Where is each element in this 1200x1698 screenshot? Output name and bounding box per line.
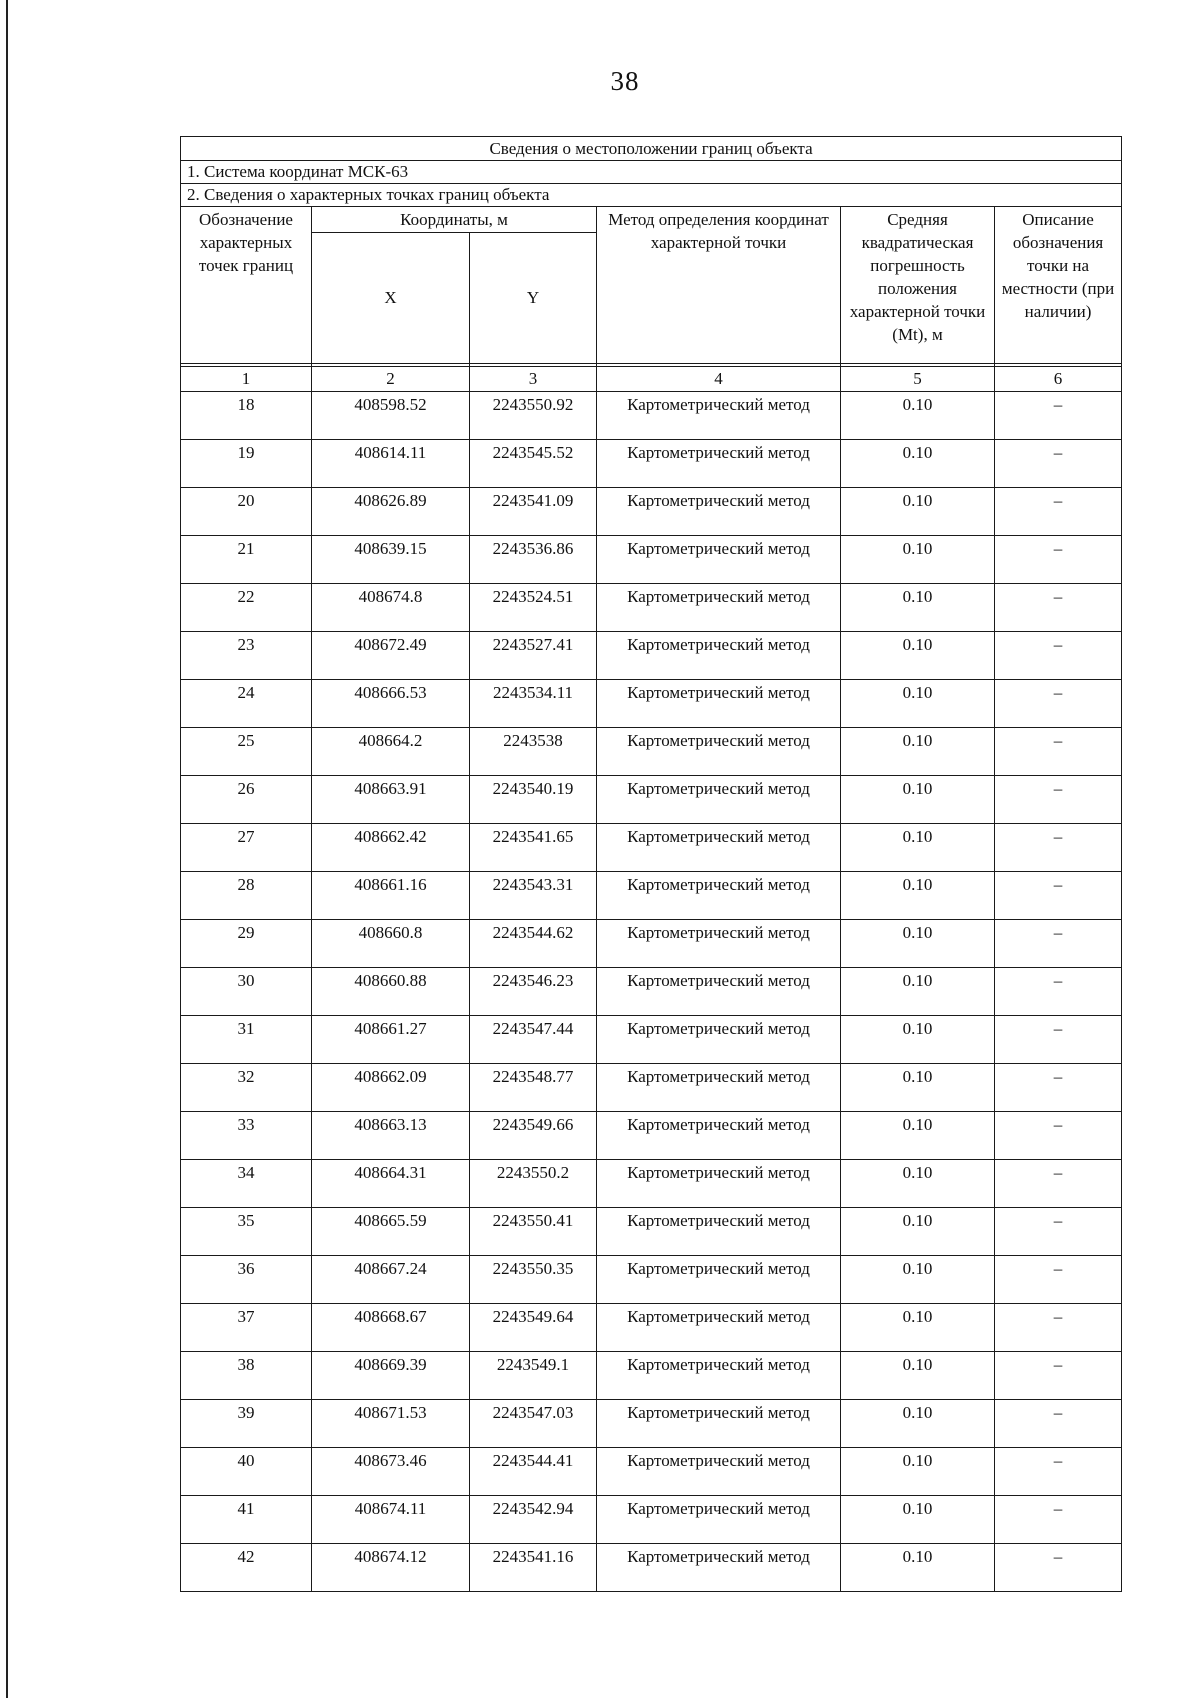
y-coordinate-cell: 2243544.62: [470, 920, 597, 968]
x-coordinate-cell: 408669.39: [312, 1352, 470, 1400]
x-coordinate-cell: 408672.49: [312, 632, 470, 680]
column-number: 2: [312, 367, 470, 392]
accuracy-cell: 0.10: [841, 1304, 995, 1352]
method-cell: Картометрический метод: [597, 632, 841, 680]
description-cell: –: [995, 1064, 1122, 1112]
y-coordinate-cell: 2243536.86: [470, 536, 597, 584]
accuracy-cell: 0.10: [841, 1016, 995, 1064]
table-row: [181, 1016, 1122, 1064]
point-number-cell: 38: [181, 1352, 312, 1400]
description-cell: –: [995, 440, 1122, 488]
y-coordinate-cell: 2243549.64: [470, 1304, 597, 1352]
accuracy-cell: 0.10: [841, 1064, 995, 1112]
table-row: [181, 1544, 1122, 1592]
accuracy-cell: 0.10: [841, 1544, 995, 1592]
method-cell: Картометрический метод: [597, 1064, 841, 1112]
description-cell: –: [995, 1352, 1122, 1400]
x-coordinate-cell: 408666.53: [312, 680, 470, 728]
y-coordinate-cell: 2243524.51: [470, 584, 597, 632]
y-coordinate-cell: 2243547.44: [470, 1016, 597, 1064]
point-number-cell: 25: [181, 728, 312, 776]
y-coordinate-cell: 2243542.94: [470, 1496, 597, 1544]
x-coordinate-cell: 408665.59: [312, 1208, 470, 1256]
point-number-cell: 36: [181, 1256, 312, 1304]
table-row: [181, 1256, 1122, 1304]
description-cell: –: [995, 1448, 1122, 1496]
accuracy-cell: 0.10: [841, 488, 995, 536]
table-row: [181, 1400, 1122, 1448]
column-number: 1: [181, 367, 312, 392]
description-cell: –: [995, 584, 1122, 632]
description-cell: –: [995, 536, 1122, 584]
point-number-cell: 39: [181, 1400, 312, 1448]
accuracy-cell: 0.10: [841, 680, 995, 728]
x-coordinate-cell: 408614.11: [312, 440, 470, 488]
y-coordinate-cell: 2243549.66: [470, 1112, 597, 1160]
point-number-cell: 40: [181, 1448, 312, 1496]
accuracy-cell: 0.10: [841, 392, 995, 440]
method-cell: Картометрический метод: [597, 776, 841, 824]
header-coordinates: Координаты, м: [312, 207, 597, 233]
table-row: [181, 1208, 1122, 1256]
table-row: [181, 1448, 1122, 1496]
table-row: [181, 440, 1122, 488]
description-cell: –: [995, 392, 1122, 440]
method-cell: Картометрический метод: [597, 1160, 841, 1208]
x-coordinate-cell: 408668.67: [312, 1304, 470, 1352]
y-coordinate-cell: 2243534.11: [470, 680, 597, 728]
accuracy-cell: 0.10: [841, 1496, 995, 1544]
header-designation: Обозначение характерных точек границ: [181, 207, 312, 364]
method-cell: Картометрический метод: [597, 680, 841, 728]
method-cell: Картометрический метод: [597, 968, 841, 1016]
y-coordinate-cell: 2243544.41: [470, 1448, 597, 1496]
y-coordinate-cell: 2243541.16: [470, 1544, 597, 1592]
y-coordinate-cell: 2243550.2: [470, 1160, 597, 1208]
y-coordinate-cell: 2243550.92: [470, 392, 597, 440]
method-cell: Картометрический метод: [597, 536, 841, 584]
y-coordinate-cell: 2243549.1: [470, 1352, 597, 1400]
table-row: [181, 632, 1122, 680]
table-row: [181, 1496, 1122, 1544]
table-row: [181, 680, 1122, 728]
y-coordinate-cell: 2243541.09: [470, 488, 597, 536]
point-number-cell: 42: [181, 1544, 312, 1592]
accuracy-cell: 0.10: [841, 1112, 995, 1160]
point-number-cell: 19: [181, 440, 312, 488]
table-row: [181, 584, 1122, 632]
page-left-border: [6, 0, 8, 1698]
column-number: 3: [470, 367, 597, 392]
description-cell: –: [995, 968, 1122, 1016]
header-description: Описание обозначения точки на местности (при наличии): [995, 207, 1122, 364]
table-row: [181, 824, 1122, 872]
x-coordinate-cell: 408662.42: [312, 824, 470, 872]
header-method: Метод определения координат характерной точки: [597, 207, 841, 364]
accuracy-cell: 0.10: [841, 872, 995, 920]
description-cell: –: [995, 1208, 1122, 1256]
method-cell: Картометрический метод: [597, 872, 841, 920]
x-coordinate-cell: 408663.13: [312, 1112, 470, 1160]
method-cell: Картометрический метод: [597, 1544, 841, 1592]
description-cell: –: [995, 872, 1122, 920]
description-cell: –: [995, 920, 1122, 968]
y-coordinate-cell: 2243547.03: [470, 1400, 597, 1448]
table-row: [181, 872, 1122, 920]
method-cell: Картометрический метод: [597, 1304, 841, 1352]
point-number-cell: 34: [181, 1160, 312, 1208]
description-cell: –: [995, 1016, 1122, 1064]
x-coordinate-cell: 408626.89: [312, 488, 470, 536]
y-coordinate-cell: 2243527.41: [470, 632, 597, 680]
point-number-cell: 28: [181, 872, 312, 920]
description-cell: –: [995, 1304, 1122, 1352]
accuracy-cell: 0.10: [841, 776, 995, 824]
point-number-cell: 26: [181, 776, 312, 824]
description-cell: –: [995, 1256, 1122, 1304]
method-cell: Картометрический метод: [597, 728, 841, 776]
description-cell: –: [995, 1400, 1122, 1448]
x-coordinate-cell: 408662.09: [312, 1064, 470, 1112]
y-coordinate-cell: 2243540.19: [470, 776, 597, 824]
column-number: 6: [995, 367, 1122, 392]
point-number-cell: 27: [181, 824, 312, 872]
y-coordinate-cell: 2243545.52: [470, 440, 597, 488]
x-coordinate-cell: 408674.11: [312, 1496, 470, 1544]
description-cell: –: [995, 1112, 1122, 1160]
x-coordinate-cell: 408661.16: [312, 872, 470, 920]
description-cell: –: [995, 632, 1122, 680]
y-coordinate-cell: 2243548.77: [470, 1064, 597, 1112]
accuracy-cell: 0.10: [841, 1256, 995, 1304]
description-cell: –: [995, 1496, 1122, 1544]
method-cell: Картометрический метод: [597, 1400, 841, 1448]
method-cell: Картометрический метод: [597, 488, 841, 536]
description-cell: –: [995, 680, 1122, 728]
point-number-cell: 20: [181, 488, 312, 536]
method-cell: Картометрический метод: [597, 1208, 841, 1256]
accuracy-cell: 0.10: [841, 584, 995, 632]
point-number-cell: 33: [181, 1112, 312, 1160]
accuracy-cell: 0.10: [841, 1400, 995, 1448]
table-row: [181, 920, 1122, 968]
accuracy-cell: 0.10: [841, 1208, 995, 1256]
point-number-cell: 35: [181, 1208, 312, 1256]
accuracy-cell: 0.10: [841, 1160, 995, 1208]
table-row: [181, 728, 1122, 776]
y-coordinate-cell: 2243541.65: [470, 824, 597, 872]
point-number-cell: 37: [181, 1304, 312, 1352]
accuracy-cell: 0.10: [841, 1448, 995, 1496]
point-number-cell: 21: [181, 536, 312, 584]
accuracy-cell: 0.10: [841, 968, 995, 1016]
boundary-points-table: [180, 136, 1122, 1592]
x-coordinate-cell: 408674.12: [312, 1544, 470, 1592]
y-coordinate-cell: 2243550.41: [470, 1208, 597, 1256]
page-number: 38: [610, 66, 640, 96]
method-cell: Картометрический метод: [597, 1256, 841, 1304]
column-numbers-row: [181, 367, 1122, 392]
header-x: X: [312, 233, 470, 364]
method-cell: Картометрический метод: [597, 824, 841, 872]
y-coordinate-cell: 2243538: [470, 728, 597, 776]
x-coordinate-cell: 408674.8: [312, 584, 470, 632]
y-coordinate-cell: 2243543.31: [470, 872, 597, 920]
point-number-cell: 32: [181, 1064, 312, 1112]
description-cell: –: [995, 488, 1122, 536]
x-coordinate-cell: 408664.31: [312, 1160, 470, 1208]
header-accuracy: Средняя квадратическая погрешность положения характерной точки (Mt), м: [841, 207, 995, 364]
point-number-cell: 23: [181, 632, 312, 680]
x-coordinate-cell: 408663.91: [312, 776, 470, 824]
x-coordinate-cell: 408664.2: [312, 728, 470, 776]
table-row: [181, 1352, 1122, 1400]
accuracy-cell: 0.10: [841, 440, 995, 488]
method-cell: Картометрический метод: [597, 1112, 841, 1160]
y-coordinate-cell: 2243550.35: [470, 1256, 597, 1304]
method-cell: Картометрический метод: [597, 1496, 841, 1544]
column-number: 4: [597, 367, 841, 392]
description-cell: –: [995, 1160, 1122, 1208]
table-row: [181, 392, 1122, 440]
column-number: 5: [841, 367, 995, 392]
description-cell: –: [995, 824, 1122, 872]
coordinate-system-line: 1. Система координат МСК-63: [181, 161, 1122, 184]
x-coordinate-cell: 408639.15: [312, 536, 470, 584]
table-title: Сведения о местоположении границ объекта: [181, 137, 1122, 161]
x-coordinate-cell: 408660.88: [312, 968, 470, 1016]
accuracy-cell: 0.10: [841, 824, 995, 872]
table-row: [181, 488, 1122, 536]
point-number-cell: 22: [181, 584, 312, 632]
point-number-cell: 24: [181, 680, 312, 728]
description-cell: –: [995, 1544, 1122, 1592]
method-cell: Картометрический метод: [597, 584, 841, 632]
x-coordinate-cell: 408660.8: [312, 920, 470, 968]
x-coordinate-cell: 408671.53: [312, 1400, 470, 1448]
accuracy-cell: 0.10: [841, 536, 995, 584]
method-cell: Картометрический метод: [597, 440, 841, 488]
method-cell: Картометрический метод: [597, 1448, 841, 1496]
x-coordinate-cell: 408667.24: [312, 1256, 470, 1304]
header-y: Y: [470, 233, 597, 364]
point-number-cell: 31: [181, 1016, 312, 1064]
points-info-line: 2. Сведения о характерных точках границ объекта: [181, 184, 1122, 207]
accuracy-cell: 0.10: [841, 632, 995, 680]
method-cell: Картометрический метод: [597, 1352, 841, 1400]
point-number-cell: 18: [181, 392, 312, 440]
point-number-cell: 29: [181, 920, 312, 968]
method-cell: Картометрический метод: [597, 392, 841, 440]
accuracy-cell: 0.10: [841, 1352, 995, 1400]
description-cell: –: [995, 728, 1122, 776]
method-cell: Картометрический метод: [597, 920, 841, 968]
accuracy-cell: 0.10: [841, 920, 995, 968]
accuracy-cell: 0.10: [841, 728, 995, 776]
table-row: [181, 1064, 1122, 1112]
x-coordinate-cell: 408673.46: [312, 1448, 470, 1496]
point-number-cell: 41: [181, 1496, 312, 1544]
table-row: [181, 1304, 1122, 1352]
description-cell: –: [995, 776, 1122, 824]
y-coordinate-cell: 2243546.23: [470, 968, 597, 1016]
x-coordinate-cell: 408598.52: [312, 392, 470, 440]
table-row: [181, 536, 1122, 584]
table-row: [181, 1112, 1122, 1160]
method-cell: Картометрический метод: [597, 1016, 841, 1064]
table-row: [181, 968, 1122, 1016]
table-row: [181, 1160, 1122, 1208]
x-coordinate-cell: 408661.27: [312, 1016, 470, 1064]
table-row: [181, 776, 1122, 824]
point-number-cell: 30: [181, 968, 312, 1016]
